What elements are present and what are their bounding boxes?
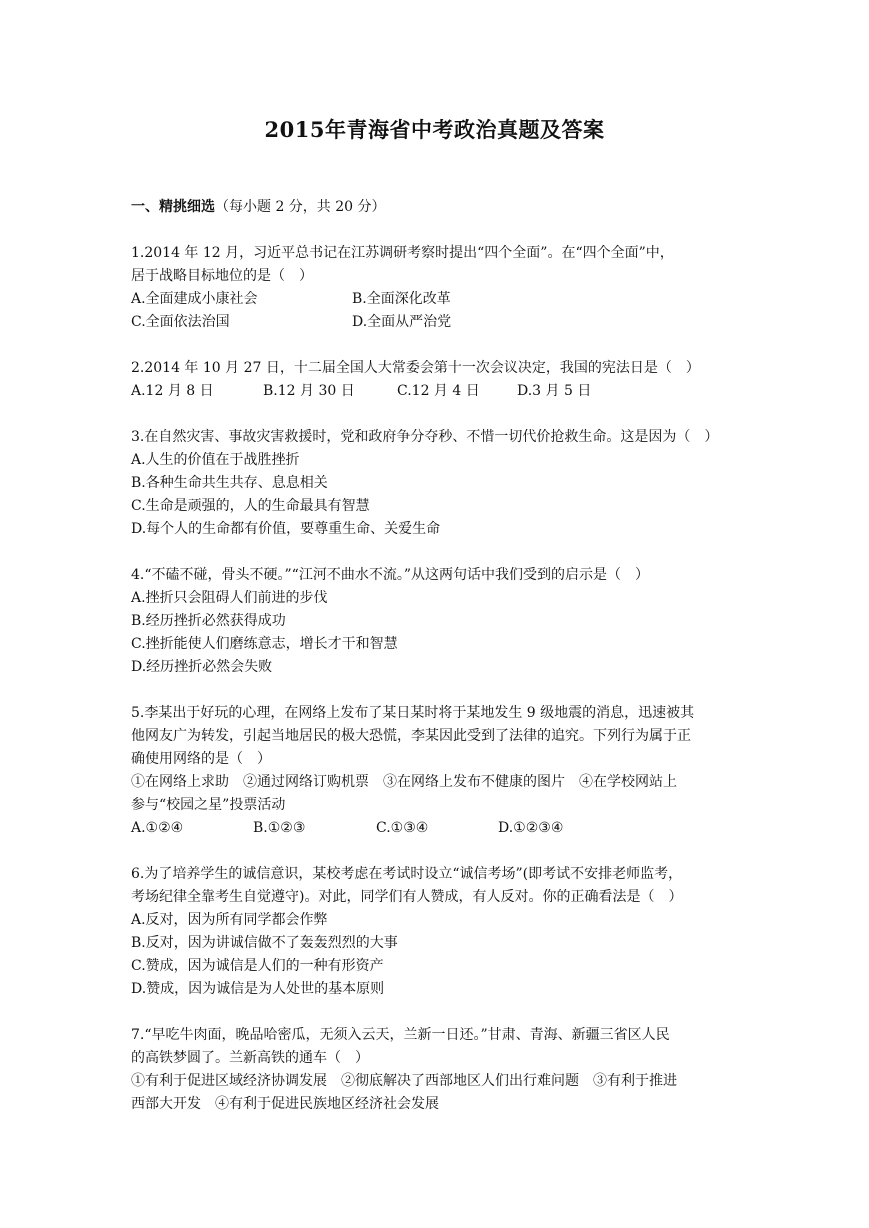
option-a: A.人生的价值在于战胜挫折 [131,452,300,468]
option-c: C.12 月 4 日 [397,383,480,399]
option-c: C.①③④ [376,820,429,836]
option-b: B.全面深化改革 [352,291,451,307]
option-b: B.反对，因为讲诚信做不了轰轰烈烈的大事 [131,935,398,951]
option-a: A.①②④ [131,820,184,836]
question-4 [131,564,741,679]
question-stem-line: 4.“不磕不碰，骨头不硬。”“江河不曲水不流。”从这两句话中我们受到的启示是（ ） [131,567,649,583]
option-d: D.每个人的生命都有价值，要尊重生命、关爱生命 [131,521,441,537]
question-stem-line: 3.在自然灾害、事故灾害救援时，党和政府争分夺秒、不惜一切代价抢救生命。这是因为（ ） [131,429,719,445]
option-b: B.各种生命共生共存、息息相关 [131,475,328,491]
option-row [131,311,741,334]
question-stem-line: 参与“校园之星”投票活动 [131,797,286,813]
section-heading-label: 一、精挑细选 [131,199,215,215]
question-stem-line: 2.2014 年 10 月 27 日，十二届全国人大常委会第十一次会议决定，我国的宪法日是（ ） [131,360,700,376]
question-1 [131,242,741,334]
question-stem-line: 5.李某出于好玩的心理，在网络上发布了某日某时将于某地发生 9 级地震的消息，迅速被其 [131,705,695,721]
question-6 [131,863,741,1001]
option-d: D.全面从严治党 [352,314,452,330]
option-c: C.赞成，因为诚信是人们的一种有形资产 [131,958,384,974]
option-d: D.3 月 5 日 [517,383,592,399]
option-b: B.经历挫折必然获得成功 [131,613,286,629]
question-stem-line: 他网友广为转发，引起当地居民的极大恐慌，李某因此受到了法律的追究。下列行为属于正 [131,728,691,744]
question-stem-line: 确使用网络的是（ ） [131,751,271,767]
question-stem-line: 西部大开发 ④有利于促进民族地区经济社会发展 [131,1096,439,1112]
question-stem-line: 1.2014 年 12 月，习近平总书记在江苏调研考察时提出“四个全面”。在“四个全面”中， [131,245,674,261]
question-3 [131,426,741,541]
option-row [131,380,741,403]
question-stem-line: 6.为了培养学生的诚信意识，某校考虑在考试时设立“诚信考场”(即考试不安排老师监考， [131,866,683,882]
option-a: A.12 月 8 日 [131,383,214,399]
question-2 [131,357,741,403]
option-d: D.经历挫折必然会失败 [131,659,273,675]
option-c: C.挫折能使人们磨练意志，增长才干和智慧 [131,636,398,652]
document-body [131,196,741,1139]
section-heading [131,196,741,219]
question-stem-line: ①有利于促进区域经济协调发展 ②彻底解决了西部地区人们出行难问题 ③有利于推进 [131,1073,677,1089]
option-b: B.①②③ [253,820,306,836]
question-stem-line: 的高铁梦圆了。兰新高铁的通车（ ） [131,1050,369,1066]
option-row [131,817,741,840]
question-stem-line: 居于战略目标地位的是（ ） [131,268,313,284]
option-b: B.12 月 30 日 [263,383,355,399]
question-stem-line: ①在网络上求助 ②通过网络订购机票 ③在网络上发布不健康的图片 ④在学校网站上 [131,774,677,790]
section-heading-note: （每小题 2 分，共 20 分） [215,199,386,215]
option-d: D.赞成，因为诚信是为人处世的基本原则 [131,981,385,997]
question-stem-line: 考场纪律全靠考生自觉遵守)。对此，同学们有人赞成，有人反对。你的正确看法是（ ） [131,889,683,905]
question-7 [131,1024,741,1116]
question-stem-line: 7.“早吃牛肉面，晚品哈密瓜，无须入云天，兰新一日还。”甘肃、青海、新疆三省区人民 [131,1027,670,1043]
option-a: A.挫折只会阻碍人们前进的步伐 [131,590,328,606]
option-a: A.全面建成小康社会 [131,291,258,307]
option-c: C.全面依法治国 [131,314,230,330]
question-5 [131,702,741,840]
option-a: A.反对，因为所有同学都会作弊 [131,912,328,928]
option-c: C.生命是顽强的，人的生命最具有智慧 [131,498,370,514]
document-title: 2015年青海省中考政治真题及答案 [264,117,605,142]
option-row [131,288,741,311]
option-d: D.①②③④ [498,820,564,836]
